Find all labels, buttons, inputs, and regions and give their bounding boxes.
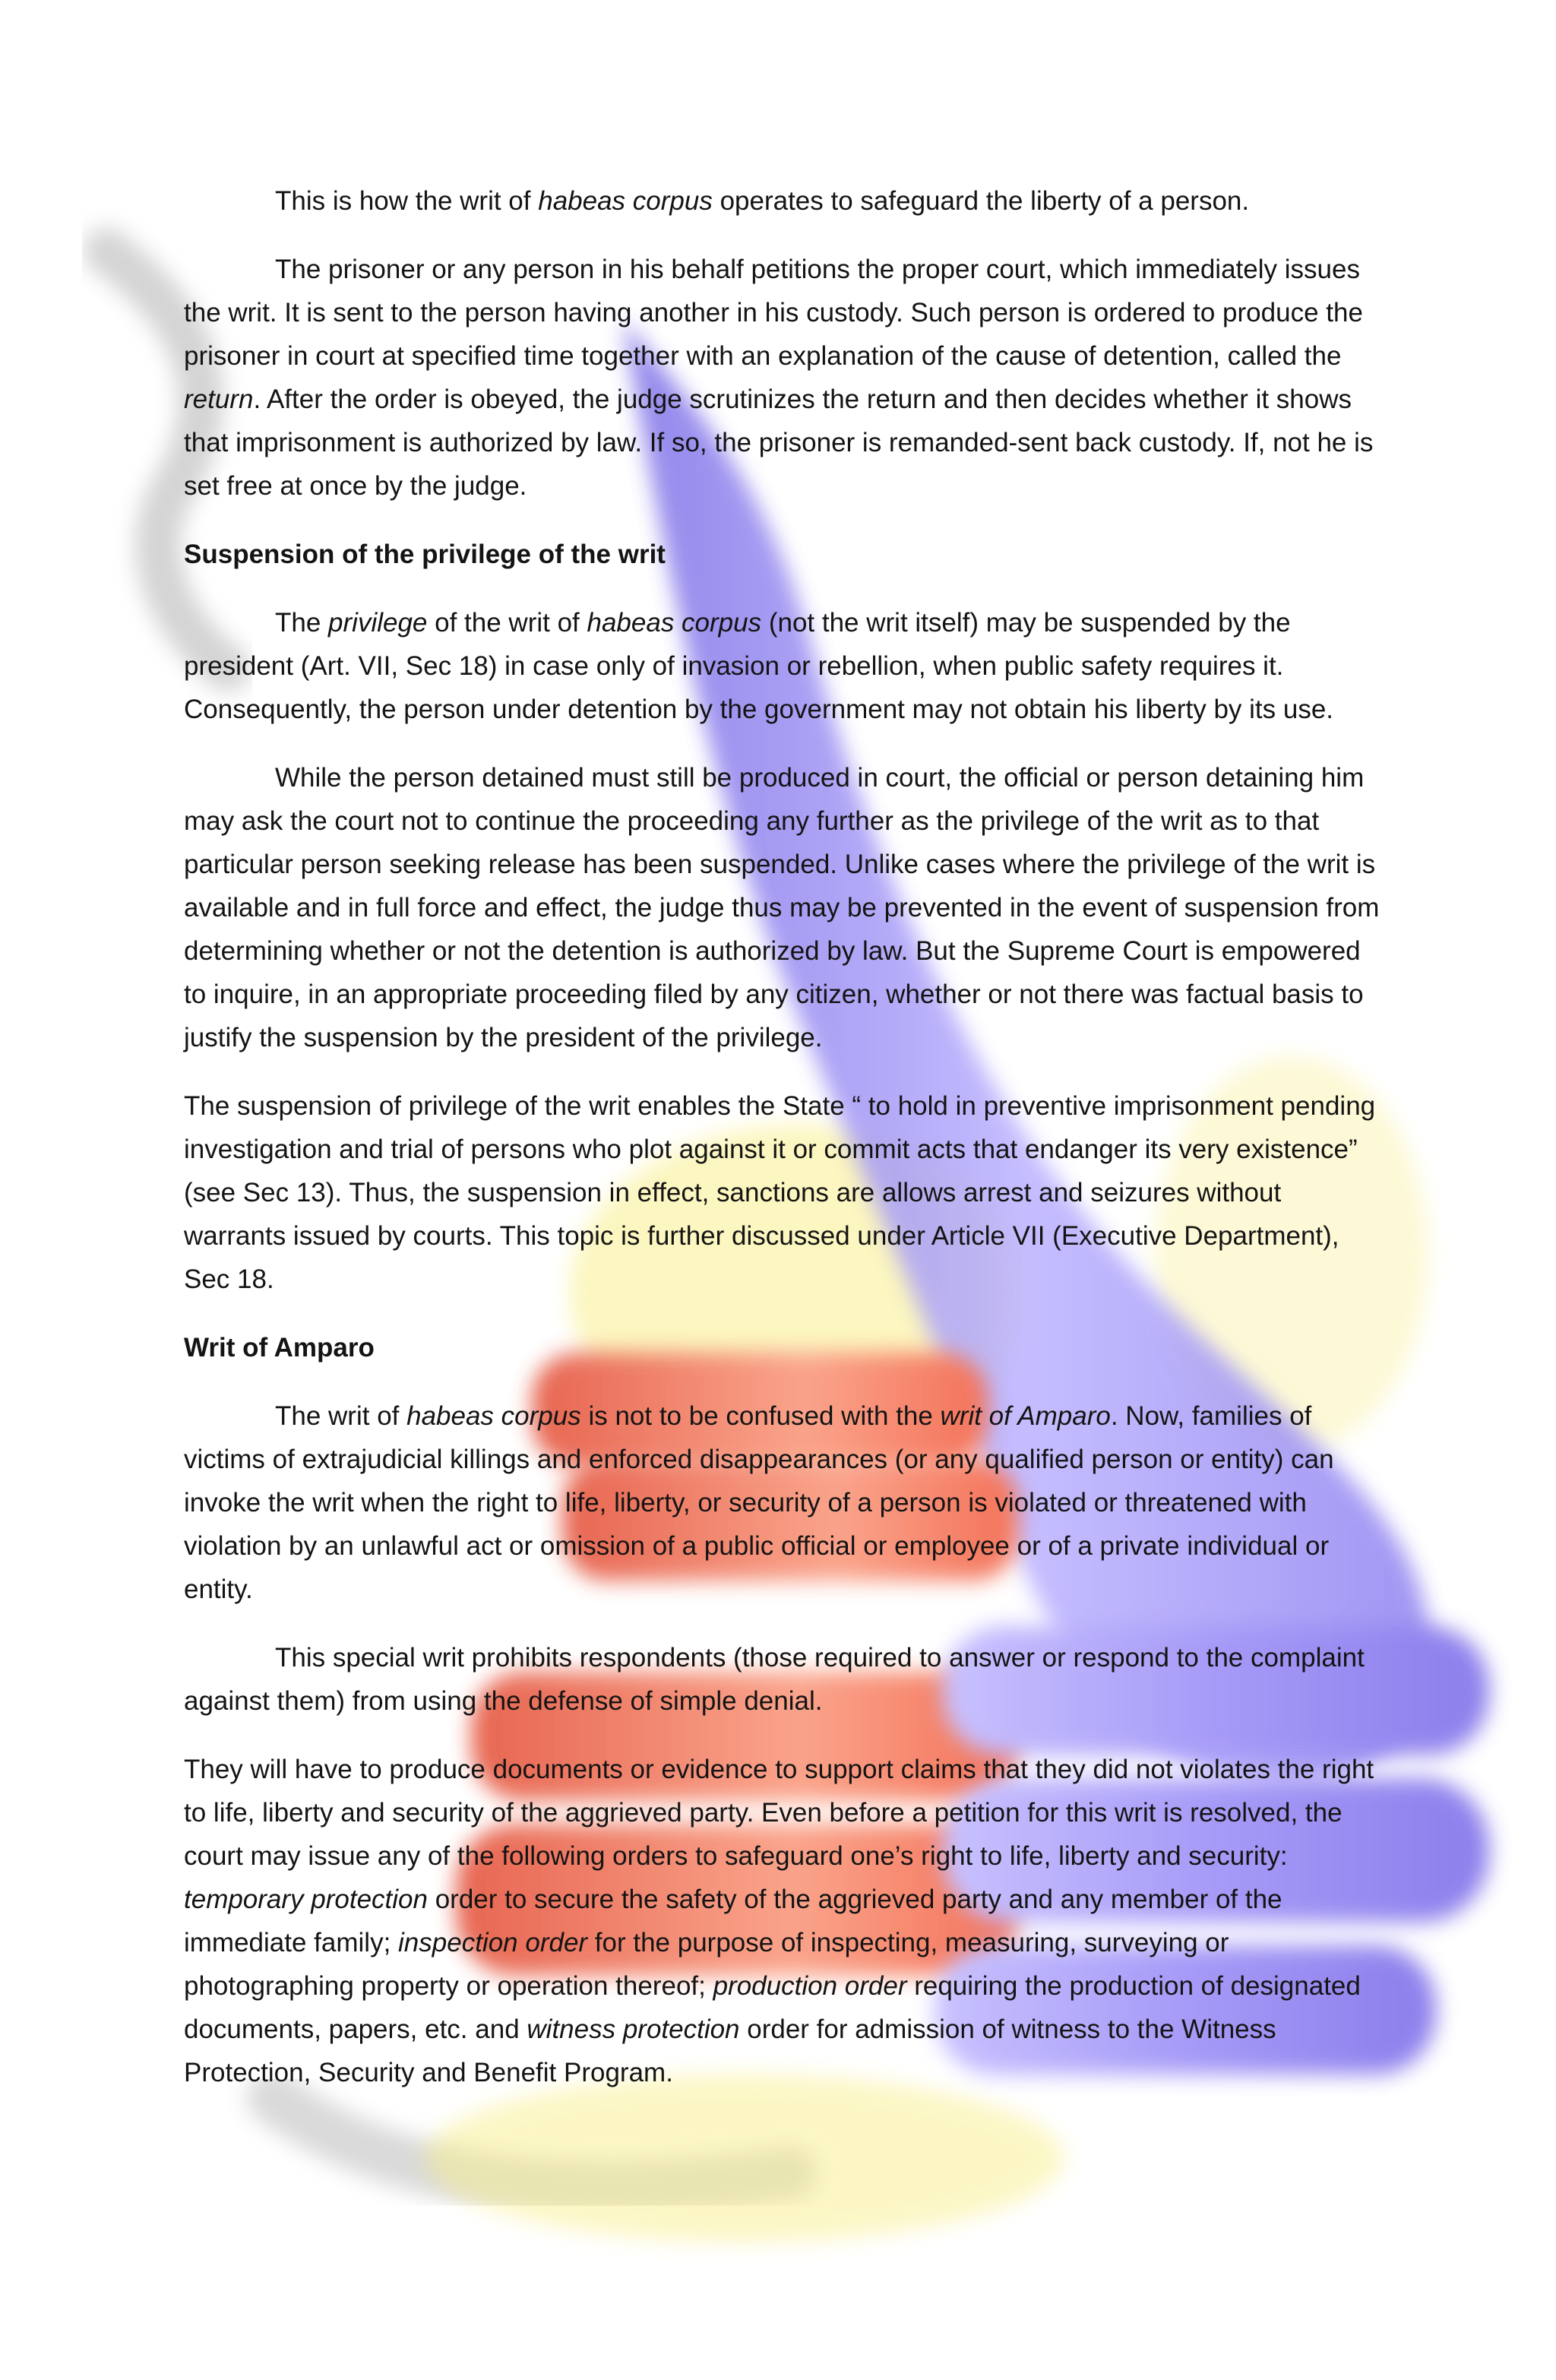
- text-run: This is how the writ of: [275, 186, 539, 216]
- text-run: The suspension of privilege of the writ enables the State “ to hold in preventive imprisonment pending investigation and trial of persons who plot against it or commit acts that endanger its very existence” (see Sec 13). Thus, the suspension in effect, sanctions are allows arrest and seizures without warrants issued by courts. This topic is further discussed under Article VII (Executive Department), Sec 18.: [184, 1091, 1376, 1294]
- document-page: [184, 179, 1381, 2119]
- section-heading-amparo: Writ of Amparo: [184, 1333, 375, 1362]
- text-run: order to secure the safety of the aggrieved party and any member of the immediate family;: [184, 1885, 1282, 1957]
- text-run: The writ of: [275, 1401, 407, 1431]
- text-run: The prisoner or any person in his behalf petitions the proper court, which immediately issues the writ. It is sent to the person having another in his custody. Such person is ordered to produce the prisoner in court at specified time together with an explanation of the cause of detention, called the: [184, 255, 1363, 371]
- text-run: is not to be confused with the: [580, 1401, 941, 1431]
- italic-term: writ of Amparo: [940, 1401, 1111, 1431]
- paragraph-special-writ: [184, 1636, 1381, 1723]
- text-run: . Now, families of victims of extrajudicial killings and enforced disappearances (or any qualified person or entity) can invoke the writ when the right to life, liberty, or security of a person is violated or threatened with violation by an unlawful act or omission of a public official or employee or of a private individual or entity.: [184, 1401, 1334, 1604]
- text-run: requiring the production of designated documents, papers, etc. and: [184, 1971, 1361, 2044]
- paragraph-procedure: [184, 248, 1381, 508]
- text-run: for the purpose of inspecting, measuring, surveying or photographing property or operation thereof;: [184, 1928, 1229, 2001]
- italic-term: witness protection: [527, 2014, 740, 2044]
- italic-term: return: [184, 385, 254, 414]
- italic-term: temporary protection: [184, 1885, 428, 1914]
- paragraph-orders: [184, 1748, 1381, 2094]
- italic-term: inspection order: [398, 1928, 588, 1957]
- paragraph-amparo-intro: [184, 1394, 1381, 1611]
- text-run: of the writ of: [427, 608, 587, 638]
- paragraph-detained: [184, 756, 1381, 1059]
- italic-term: habeas corpus: [538, 186, 713, 216]
- text-run: The: [275, 608, 329, 638]
- paragraph-state-suspension: [184, 1084, 1381, 1301]
- paragraph-intro: [184, 179, 1381, 223]
- italic-term: production order: [713, 1971, 907, 2001]
- text-run: They will have to produce documents or evidence to support claims that they did not violates the right to life, liberty and security of the aggrieved party. Even before a petition for this writ is resolved, the court may issue any of the following orders to safeguard one’s right to life, liberty and security:: [184, 1755, 1374, 1871]
- italic-term: privilege: [328, 608, 428, 638]
- text-run: . After the order is obeyed, the judge scrutinizes the return and then decides whether it shows that imprisonment is authorized by law. If so, the prisoner is remanded-sent back custody. If, not he is set free at once by the judge.: [184, 385, 1374, 501]
- paragraph-privilege: [184, 601, 1381, 731]
- italic-term: habeas corpus: [406, 1401, 581, 1431]
- text-run: While the person detained must still be produced in court, the official or person detaining him may ask the court not to continue the proceeding any further as the privilege of the writ as to that particular person seeking release has been suspended. Unlike cases where the privilege of the writ is available and in full force and effect, the judge thus may be prevented in the event of suspension from determining whether or not the detention is authorized by law. But the Supreme Court is empowered to inquire, in an appropriate proceeding filed by any citizen, whether or not there was factual basis to justify the suspension by the president of the privilege.: [184, 763, 1380, 1052]
- section-heading-suspension: Suspension of the privilege of the writ: [184, 540, 666, 569]
- italic-term: habeas corpus: [587, 608, 762, 638]
- text-run: operates to safeguard the liberty of a person.: [712, 186, 1250, 216]
- text-run: order for admission of witness to the Witness Protection, Security and Benefit Program.: [184, 2014, 1276, 2087]
- text-run: This special writ prohibits respondents (those required to answer or respond to the complaint against them) from using the defense of simple denial.: [184, 1643, 1365, 1716]
- text-run: (not the writ itself) may be suspended by the president (Art. VII, Sec 18) in case only of invasion or rebellion, when public safety requires it. Consequently, the person under detention by the government may not obtain his liberty by its use.: [184, 608, 1334, 724]
